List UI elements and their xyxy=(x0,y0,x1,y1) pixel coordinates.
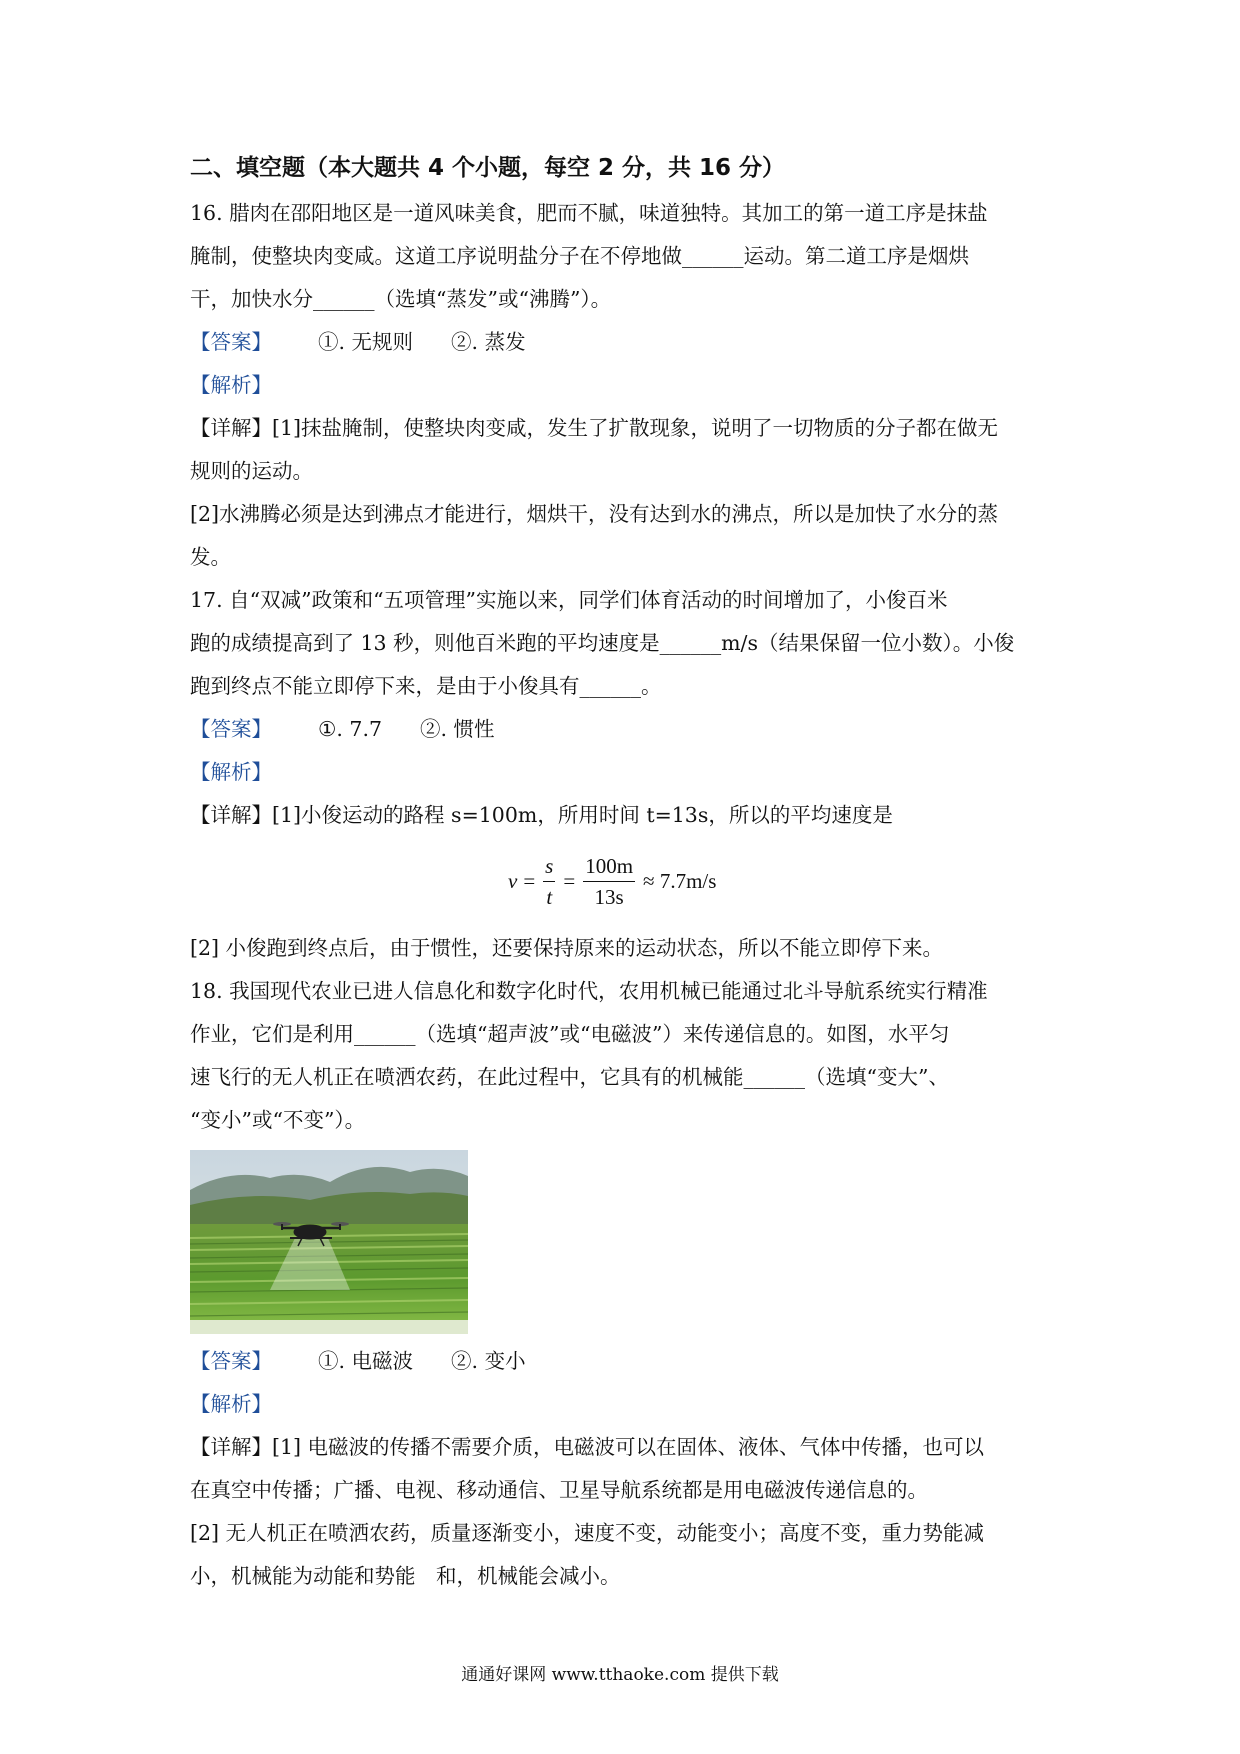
q16-answer-1: ①. 无规则 xyxy=(318,330,414,354)
answer-label: 【答案】 xyxy=(190,717,272,741)
q17-line-1: 17. 自“双减”政策和“五项管理”实施以来，同学们体育活动的时间增加了，小俊百米 xyxy=(190,588,948,612)
analysis-label: 【解析】 xyxy=(190,1392,272,1416)
page-footer: 通通好课网 www.tthaoke.com 提供下载 xyxy=(461,1665,779,1685)
q16-line-1: 16. 腊肉在邵阳地区是一道风味美食，肥而不腻，味道独特。其加工的第一道工序是抹盐 xyxy=(190,201,988,225)
q17-detail-2: [2] 小俊跑到终点后，由于惯性，还要保持原来的运动状态，所以不能立即停下来。 xyxy=(190,936,944,960)
q16-answer-2: ②. 蒸发 xyxy=(451,330,526,354)
drone-photo-illustration xyxy=(190,1150,468,1334)
section-title: 二、填空题（本大题共 4 个小题，每空 2 分，共 16 分） xyxy=(190,155,786,181)
formula-result: ≈ 7.7m/s xyxy=(643,868,717,893)
q16-line-3: 干，加快水分______（选填“蒸发”或“沸腾”）。 xyxy=(190,287,612,311)
formula-fraction-s-over-t xyxy=(543,851,555,912)
answer-label: 【答案】 xyxy=(190,330,272,354)
analysis-label: 【解析】 xyxy=(190,373,272,397)
q17-line-2: 跑的成绩提高到了 13 秒，则他百米跑的平均速度是______m/s（结果保留一位小数）。小俊 xyxy=(190,631,1015,655)
q17-line-3: 跑到终点不能立即停下来，是由于小俊具有______。 xyxy=(190,674,662,698)
q16-line-2: 腌制，使整块肉变咸。这道工序说明盐分子在不停地做______运动。第二道工序是烟烘 xyxy=(190,244,969,268)
q18-detail-2: 在真空中传播；广播、电视、移动通信、卫星导航系统都是用电磁波传递信息的。 xyxy=(190,1478,928,1502)
q17-answer-1: ①. 7.7 xyxy=(318,717,383,741)
velocity-formula xyxy=(190,841,1060,921)
formula-t: t xyxy=(546,884,553,909)
q16-detail-4: 发。 xyxy=(190,545,231,569)
q18-answer-2: ②. 变小 xyxy=(451,1349,526,1373)
q16-detail-3: [2]水沸腾必须是达到沸点才能进行，烟烘干，没有达到水的沸点，所以是加快了水分的蒸 xyxy=(190,502,999,526)
q18-line-2: 作业，它们是利用______（选填“超声波”或“电磁波”）来传递信息的。如图，水平匀 xyxy=(190,1022,950,1046)
q16-detail-2: 规则的运动。 xyxy=(190,459,313,483)
formula-equals-2: = xyxy=(563,868,576,893)
q17-answer xyxy=(190,708,1060,751)
q17-answer-2: ②. 惯性 xyxy=(420,717,495,741)
q18-detail-4: 小，机械能为动能和势能 和，机械能会减小。 xyxy=(190,1564,621,1588)
q16-answer xyxy=(190,321,1060,364)
formula-13s: 13s xyxy=(594,884,624,909)
q18-line-4: “变小”或“不变”）。 xyxy=(190,1108,366,1132)
formula-s: s xyxy=(543,851,555,882)
q18-answer-1: ①. 电磁波 xyxy=(318,1349,414,1373)
page-content xyxy=(190,148,1060,1598)
analysis-label: 【解析】 xyxy=(190,760,272,784)
q17-detail-1: 【详解】[1]小俊运动的路程 s=100m，所用时间 t=13s，所以的平均速度是 xyxy=(190,803,893,827)
q18-detail-1: 【详解】[1] 电磁波的传播不需要介质，电磁波可以在固体、液体、气体中传播，也可以 xyxy=(190,1435,985,1459)
q18-analysis xyxy=(190,1383,1060,1426)
detail-label: 【详解】 xyxy=(190,416,272,440)
q18-line-3: 速飞行的无人机正在喷洒农药，在此过程中，它具有的机械能______（选填“变大”、 xyxy=(190,1065,949,1089)
detail-label: 【详解】 xyxy=(190,1435,272,1459)
q18-answer xyxy=(190,1340,1060,1383)
detail-label: 【详解】 xyxy=(190,803,272,827)
formula-v: v xyxy=(508,868,518,893)
drone-spraying-photo xyxy=(190,1150,468,1334)
formula-equals: = xyxy=(523,868,536,893)
answer-label: 【答案】 xyxy=(190,1349,272,1373)
q16-detail-1: 【详解】[1]抹盐腌制，使整块肉变咸，发生了扩散现象，说明了一切物质的分子都在做无 xyxy=(190,416,999,440)
formula-fraction-values xyxy=(583,851,635,912)
q18-detail-3: [2] 无人机正在喷洒农药，质量逐渐变小，速度不变，动能变小；高度不变，重力势能减 xyxy=(190,1521,985,1545)
q17-analysis xyxy=(190,751,1060,794)
q18-line-1: 18. 我国现代农业已进人信息化和数字化时代，农用机械已能通过北斗导航系统实行精准 xyxy=(190,979,988,1003)
q16-analysis xyxy=(190,364,1060,407)
formula-100m: 100m xyxy=(583,851,635,882)
